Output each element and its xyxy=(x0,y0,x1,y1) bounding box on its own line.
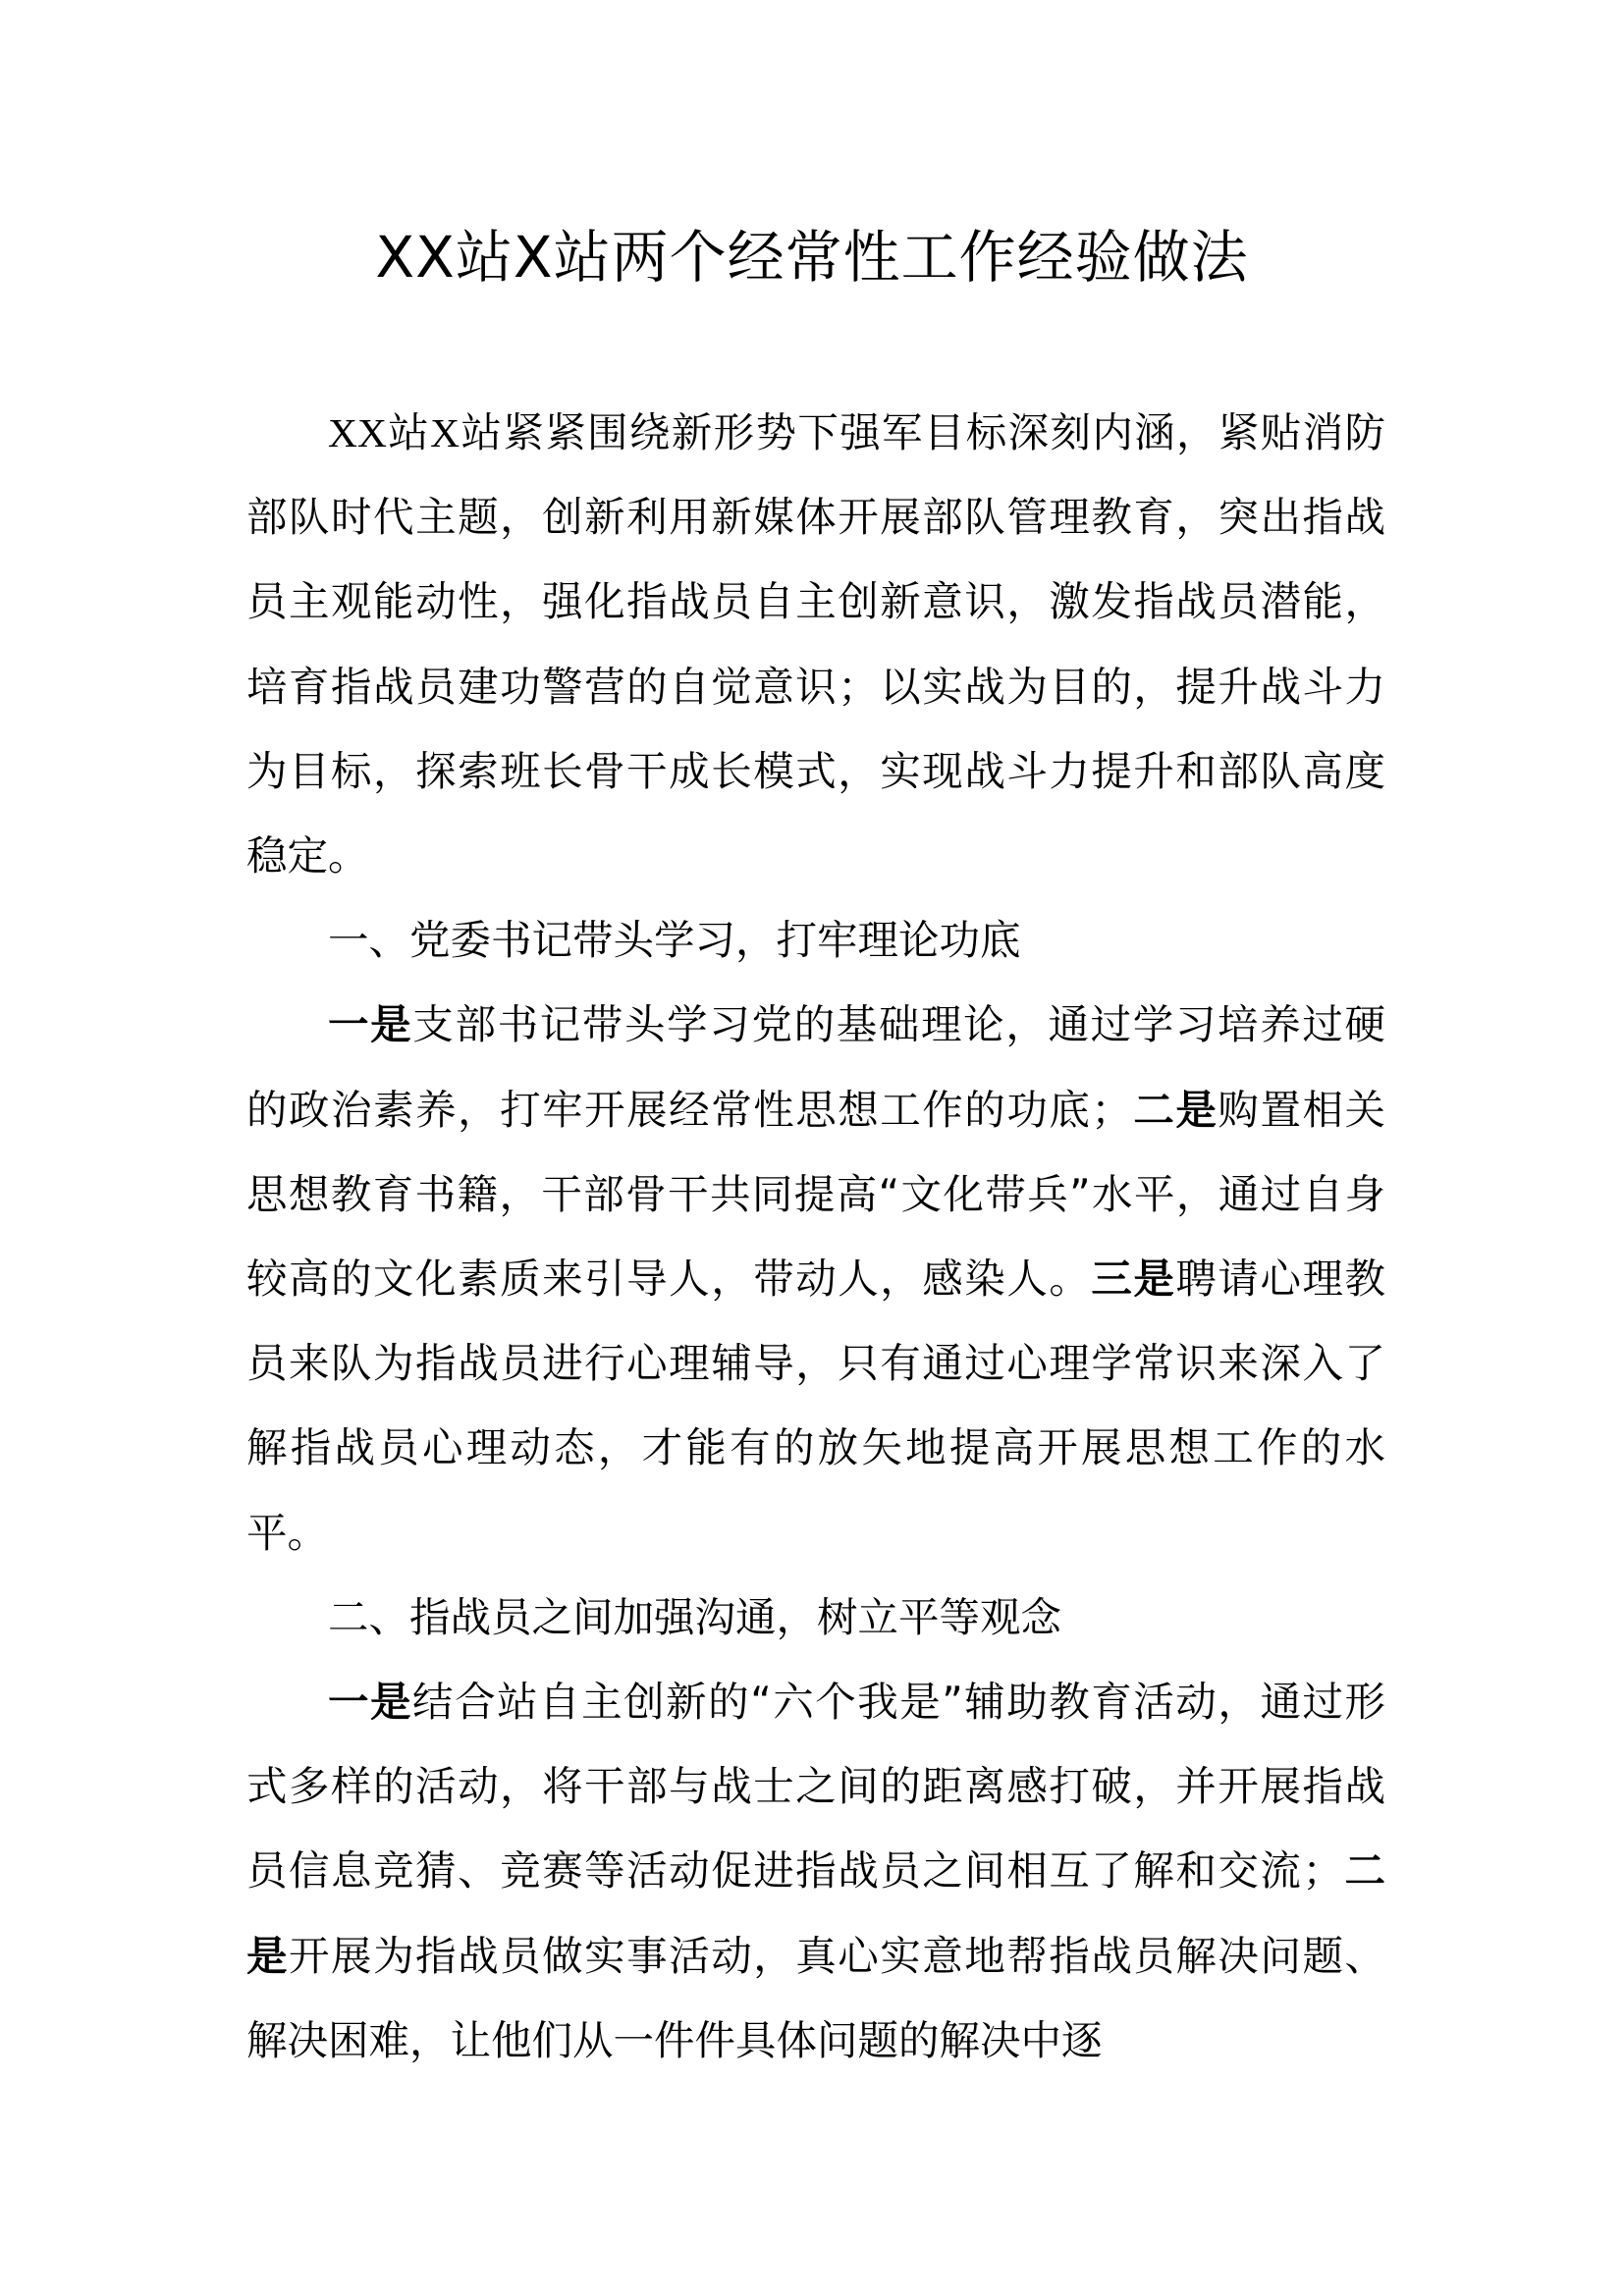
point-text: 购置相关思想教育书籍，干部骨干共同提高“文化带兵”水平，通过自身较高的文化素质来引导人，带动人，感染人。 xyxy=(246,1085,1385,1304)
point-text: 结合站自主创新的“六个我是”辅助教育活动，通过形式多样的活动，将干部与战士之间的距离感打破，并开展指战员信息竞猜、竞赛等活动促进指战员之间相互了解和交流； xyxy=(246,1678,1385,1896)
document-body xyxy=(246,391,1385,2083)
point-marker: 二是 xyxy=(246,1846,1385,1980)
section-1-heading: 一、党委书记带头学习，打牢理论功底 xyxy=(328,916,1021,965)
intro-paragraph xyxy=(246,391,1385,898)
document-title: XX站X站两个经常性工作经验做法 xyxy=(375,224,1249,291)
section-2-heading: 二、指战员之间加强沟通，树立平等观念 xyxy=(328,1592,1062,1641)
point-text: 支部书记带头学习党的基础理论，通过学习培养过硬的政治素养，打牢开展经常性思想工作的功底； xyxy=(246,1000,1385,1134)
point-marker: 三是 xyxy=(1091,1255,1176,1304)
intro-lead: XX站X站 xyxy=(328,410,504,455)
point-text: 开展为指战员做实事活动，真心实意地帮指战员解决问题、解决困难，让他们从一件件具体问题的解决中逐 xyxy=(246,1931,1385,2064)
intro-text: 紧紧围绕新形势下强军目标深刻内涵，紧贴消防部队时代主题，创新利用新媒体开展部队管理教育，突出指战员主观能动性，强化指战员自主创新意识，激发指战员潜能，培育指战员建功警营的自觉意识；以实战为目的，提升战斗力为目标，探索班长骨干成长模式，实现战斗力提升和部队高度稳定。 xyxy=(246,408,1385,881)
point-marker: 二是 xyxy=(1131,1085,1218,1134)
point-text: 聘请心理教员来队为指战员进行心理辅导，只有通过心理学常识来深入了解指战员心理动态，才能有的放矢地提高开展思想工作的水平。 xyxy=(246,1255,1385,1557)
point-marker: 一是 xyxy=(328,1678,413,1727)
section-2-paragraph xyxy=(246,1660,1385,2083)
section-1-paragraph xyxy=(246,983,1385,1575)
point-marker: 一是 xyxy=(328,1000,413,1049)
